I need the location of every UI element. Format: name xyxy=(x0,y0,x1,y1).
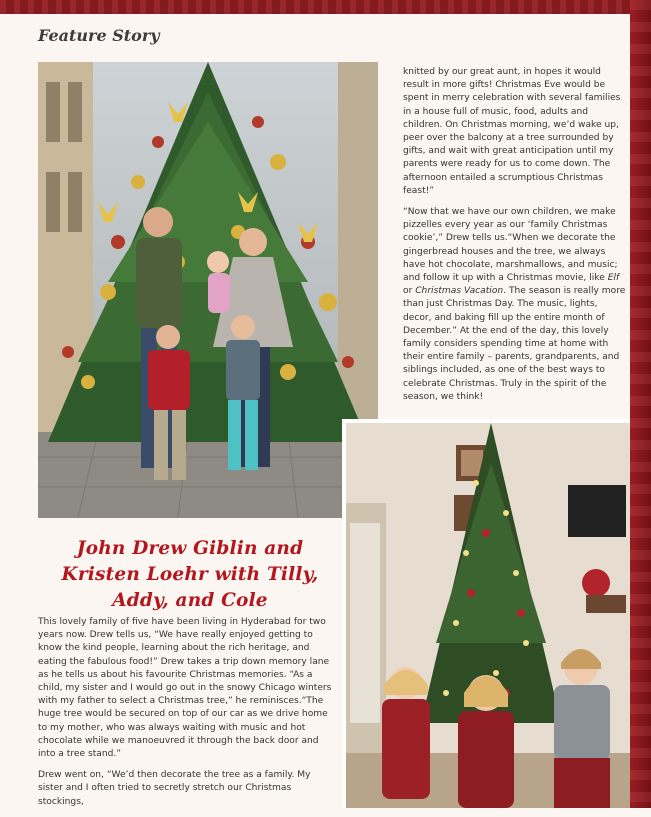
article-headline xyxy=(40,536,340,614)
top-decorative-border xyxy=(0,0,651,14)
paragraph: Drew went on, “We’d then decorate the tree as a family. My sister and I often tried to secretly stretch our Christmas stockings, xyxy=(38,770,311,807)
movie-title: Christmas Vacation xyxy=(415,286,504,297)
right-column-text xyxy=(403,66,627,412)
paragraph: knitted by our great aunt, in hopes it would result in more gifts! Christmas Eve would be spent in merry celebration with several families in a house full of music, food, adults and children. On Christmas morning, we’d wake up, peer over the balcony at a tree surrounded by gifts, and wait with great anticipation until my parents were ready for us to come down. The afternoon entailed a scrumptious Christmas feast!” xyxy=(403,67,621,196)
headline-line: John Drew Giblin and xyxy=(76,538,304,559)
family-outdoor-tree-photo xyxy=(38,62,378,518)
right-decorative-border xyxy=(630,0,651,808)
text-run: or xyxy=(403,286,416,297)
headline-line: Kristen Loehr with Tilly, xyxy=(61,564,319,585)
paragraph: This lovely family of five have been living in Hyderabad for two years now. Drew tells us, “We have really enjoyed getting to know the kind people, learning about the rich heritage, and eating the fabulous food!” Drew takes a trip down memory lane as he tells us about his favourite Christmas memories. “As a child, my sister and I would go out in the snowy Chicago winters with my father to select a Christmas tree,” he reminisces.“The huge tree would be secured on top of our car as we drive home to my mother, who was always waiting with music and hot chocolate while we manoeuvred it through the back door and into a tree stand.” xyxy=(38,617,332,760)
left-column-text xyxy=(38,616,334,817)
children-indoor-tree-photo xyxy=(342,419,630,808)
movie-title: Elf xyxy=(607,273,620,284)
headline-line: Addy, and Cole xyxy=(112,590,268,611)
text-run: . The season is really more than just Christmas Day. The music, lights, decor, and baking fill up the entire month of December.” At the end of the day, this lovely family considers spending time at home with their entire family – parents, grandparents, and siblings included, as one of the best ways to celebrate Christmas. Truly in the spirit of the season, we think! xyxy=(403,286,626,402)
section-title: Feature Story xyxy=(38,26,160,45)
paragraph xyxy=(403,206,627,404)
text-run: “Now that we have our own children, we make pizzelles every year as our ‘family Christmas cookie’,” Drew tells us.“When we decorate the gingerbread houses and the tree, we always have hot chocolate, marshmallows, and music; and follow it up with a Christmas movie, like xyxy=(403,207,618,284)
